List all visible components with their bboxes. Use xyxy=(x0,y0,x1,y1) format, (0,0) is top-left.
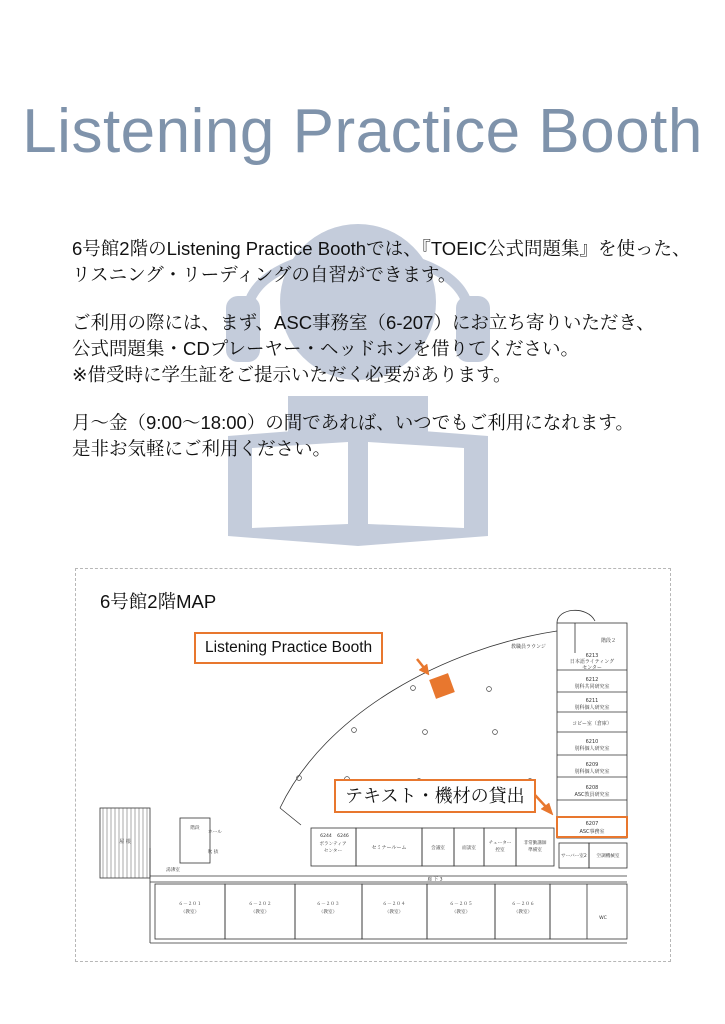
map-room-label: 廊 下 3 xyxy=(427,877,443,883)
map-room-label: センター xyxy=(323,849,343,854)
map-room-label: 空調機械室 xyxy=(596,854,620,859)
map-room-label: ６－２０３ xyxy=(316,902,340,907)
office-callout: テキスト・機材の貸出 xyxy=(334,779,536,813)
map-room-label: 面談室 xyxy=(462,846,476,851)
map-room-label: ボランティア xyxy=(319,842,347,847)
map-room-label: 非常勤講師 xyxy=(523,841,547,846)
map-room-label: （教室） xyxy=(250,910,270,915)
map-room-label: 日本語ライティング xyxy=(569,659,615,665)
map-room-label: WC xyxy=(599,916,607,921)
text-line: 月～金（9:00～18:00）の間であれば、いつでもご利用になれます。 xyxy=(72,412,634,433)
text-line: 6号館2階のListening Practice Boothでは、『TOEIC公式問題集』を使った、 xyxy=(72,238,691,259)
map-room-label: 6213 xyxy=(585,653,599,659)
booth-marker xyxy=(429,673,455,699)
map-room-label: サーバー室2 xyxy=(561,854,587,859)
map-room-label: ６－２０４ xyxy=(382,902,406,907)
map-room-label: 吹 抜 xyxy=(207,850,219,855)
map-room-label: 階段２ xyxy=(601,638,617,644)
map-room-label: 6212 xyxy=(585,677,599,683)
map-room-label: チューター xyxy=(488,841,512,846)
map-room-label: コピー室（倉庫） xyxy=(572,721,612,727)
map-room-label: 6246 xyxy=(337,834,349,839)
map-room-label: ６－２０１ xyxy=(178,902,202,907)
map-room-label: 湯沸室 xyxy=(166,868,180,873)
description-text xyxy=(72,236,712,462)
map-room-label: 会議室 xyxy=(431,846,445,851)
map-room-label: 控室 xyxy=(495,848,505,853)
map-room-label: 階段 xyxy=(190,826,200,831)
map-room-label: ６－２０６ xyxy=(511,902,535,907)
map-room-label: （教室） xyxy=(384,910,404,915)
text-line: リスニング・リーディングの自習ができます。 xyxy=(72,264,457,285)
map-room-label: セミナールーム xyxy=(371,845,407,851)
map-room-label: ホール xyxy=(208,830,222,835)
text-line: 是非お気軽にご利用ください。 xyxy=(72,438,332,459)
map-room-label: 6244 xyxy=(320,834,332,839)
map-title: 6号館2階MAP xyxy=(100,591,217,612)
map-room-label: ASC教員研究室 xyxy=(574,792,610,798)
page-title: Listening Practice Booth xyxy=(22,97,703,166)
map-room-label: 6207 xyxy=(585,821,599,827)
map-room-label: ６－２０２ xyxy=(248,902,272,907)
map-room-label: （教室） xyxy=(180,910,200,915)
text-line: ご利用の際には、まず、ASC事務室（6-207）にお立ち寄りいただき、 xyxy=(72,312,655,333)
map-room-label: ASC事務室 xyxy=(579,829,605,835)
map-room-label: 別科個人研究室 xyxy=(574,705,610,711)
map-room-label: 別科共同研究室 xyxy=(574,684,610,690)
booth-callout: Listening Practice Booth xyxy=(194,632,383,664)
map-room-label: （教室） xyxy=(513,910,533,915)
map-room-label: 6208 xyxy=(585,785,599,791)
map-room-label: ６－２０５ xyxy=(449,902,473,907)
map-room-label: 6210 xyxy=(585,739,599,745)
map-room-label: センター xyxy=(582,665,602,671)
text-line: ※借受時に学生証をご提示いただく必要があります。 xyxy=(72,364,512,385)
map-room-label: 6211 xyxy=(585,698,599,704)
map-room-label: 屋 根 xyxy=(119,839,131,845)
map-room-label: （教室） xyxy=(451,910,471,915)
map-room-label: （教室） xyxy=(318,910,338,915)
text-line: 公式問題集・CDプレーヤー・ヘッドホンを借りてください。 xyxy=(72,338,579,359)
map-room-label: 教職員ラウンジ xyxy=(511,644,546,650)
map-room-label: 別科個人研究室 xyxy=(574,746,610,752)
map-room-label: 6209 xyxy=(585,762,599,768)
map-room-label: 別科個人研究室 xyxy=(574,769,610,775)
map-room-label: 準備室 xyxy=(528,848,542,853)
